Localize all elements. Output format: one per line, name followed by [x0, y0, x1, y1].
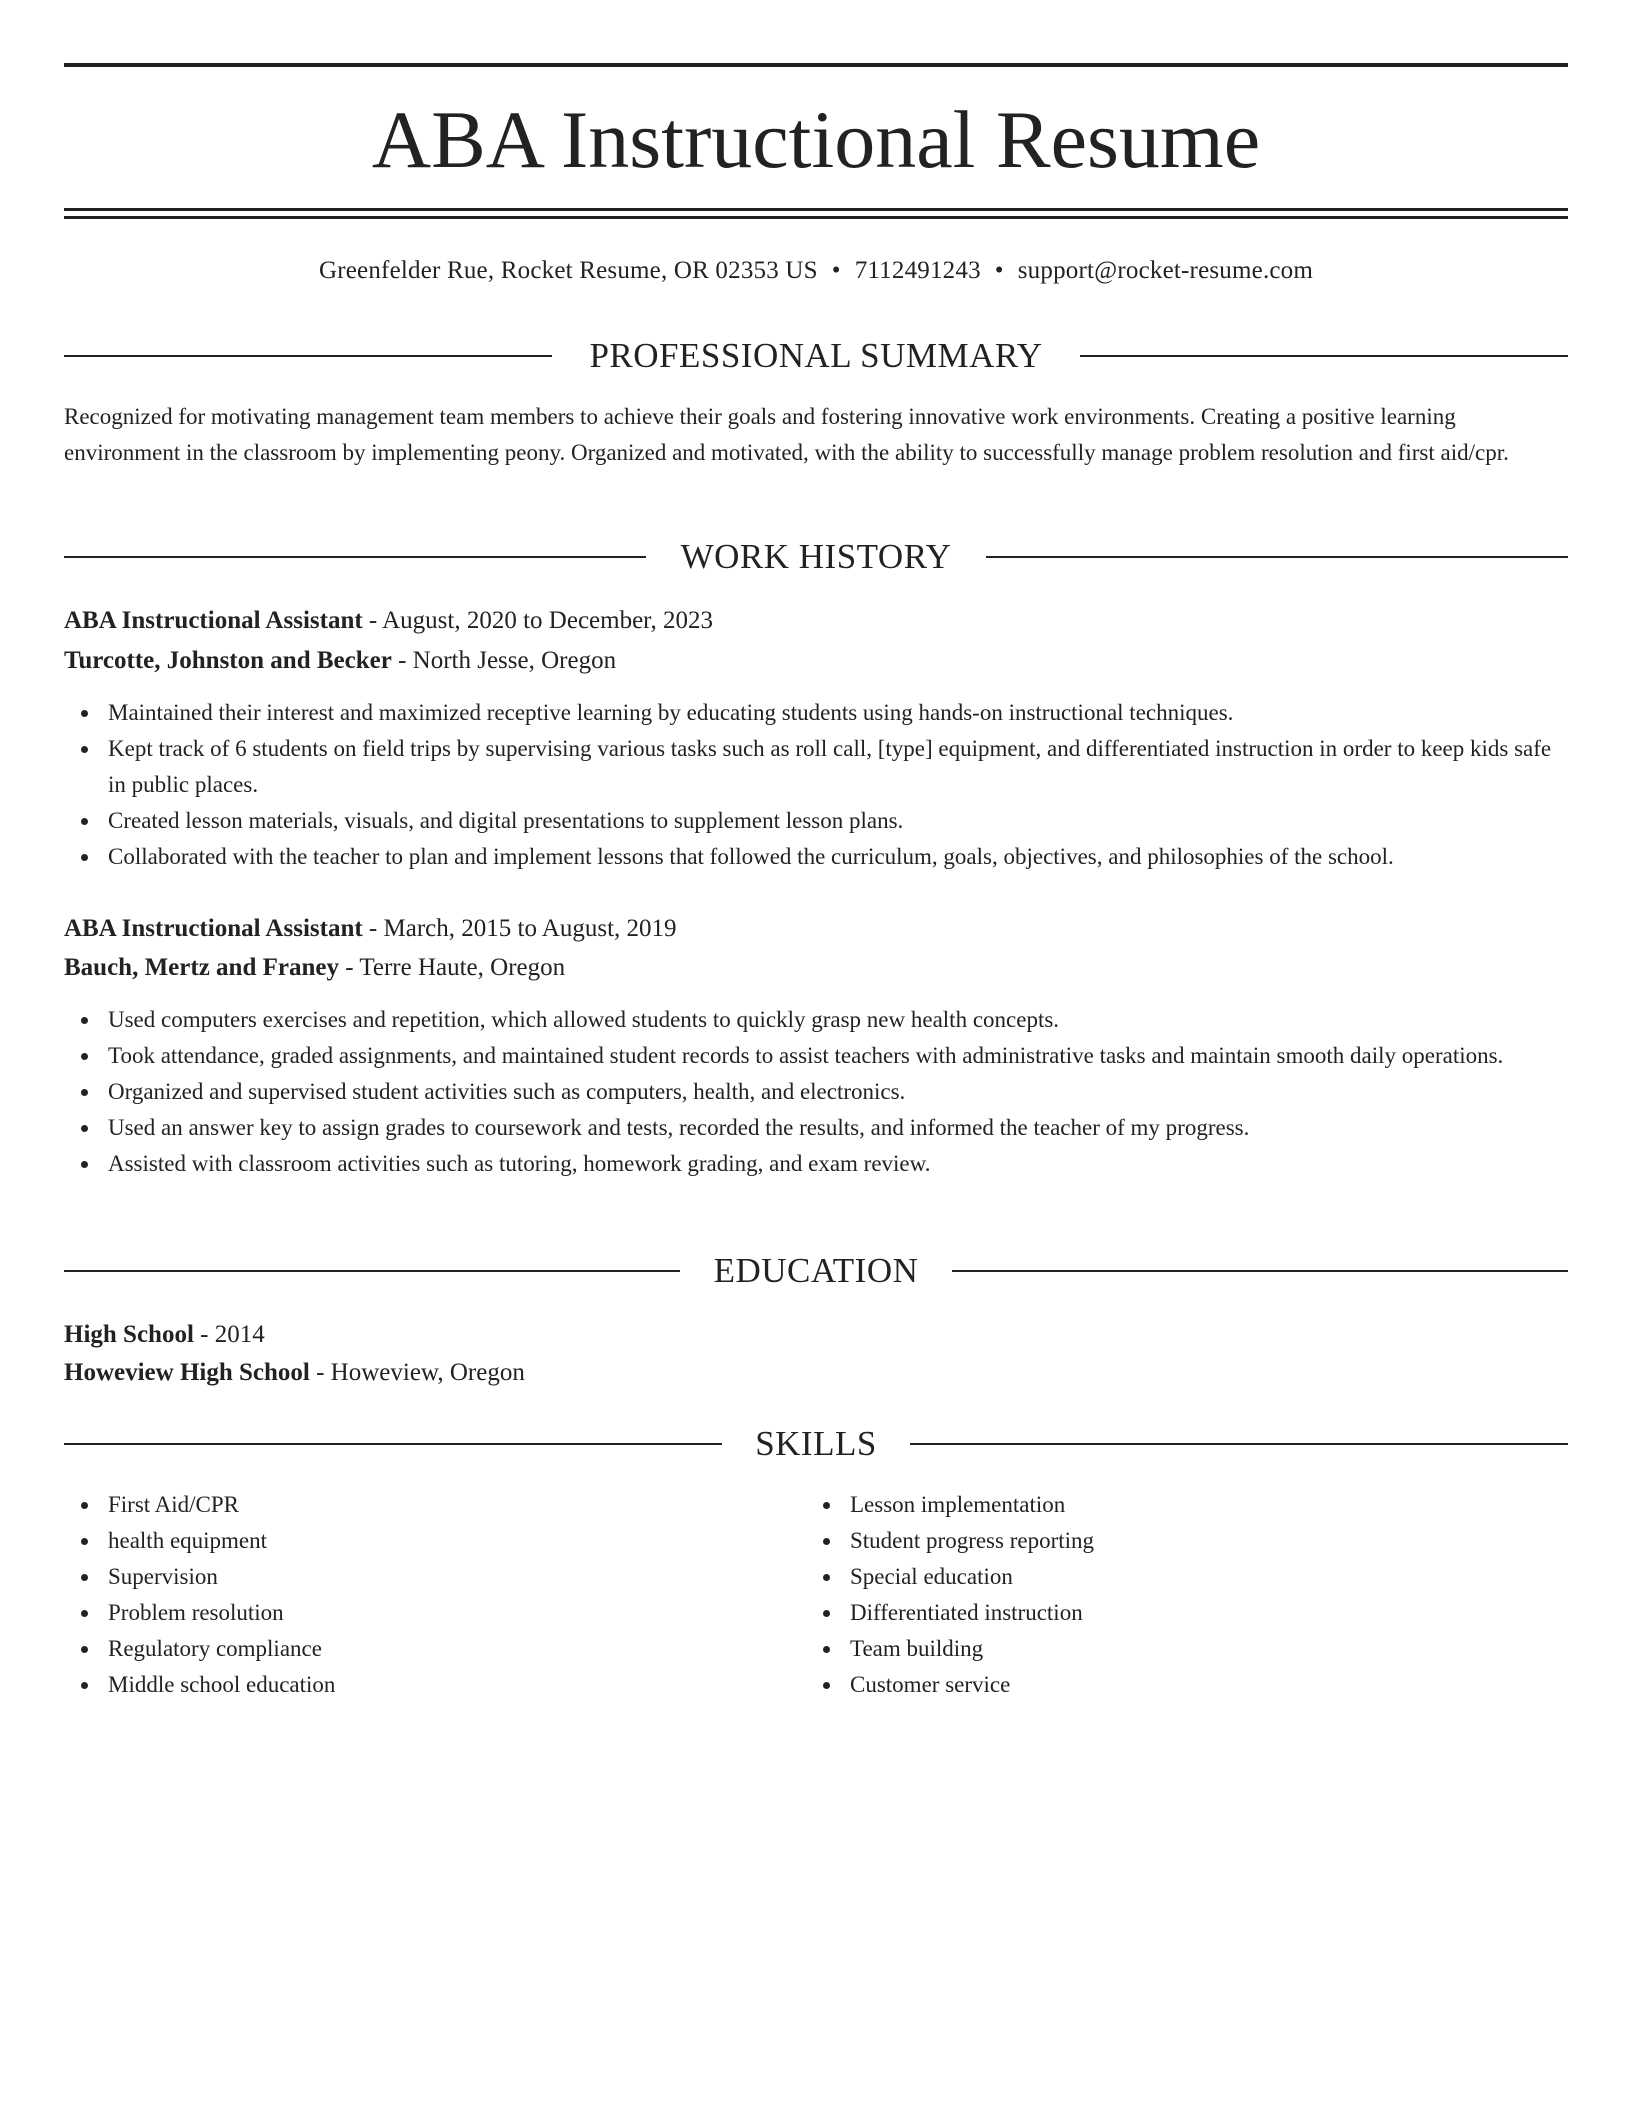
job-company: Bauch, Mertz and Franey [64, 954, 339, 981]
job-bullets [64, 695, 1568, 875]
job-title-line [64, 603, 1568, 639]
section-heading-skills [64, 1422, 1568, 1466]
job-company-line [64, 950, 1568, 986]
job-title-line [64, 911, 1568, 947]
skill-item: First Aid/CPR [64, 1487, 804, 1523]
skill-item: Regulatory compliance [64, 1631, 804, 1667]
job-dates: - August, 2020 to December, 2023 [362, 607, 714, 634]
list-item: Organized and supervised student activities such as computers, health, and electronics. [64, 1074, 1568, 1110]
education-degree-line [64, 1317, 1568, 1353]
list-item: Maintained their interest and maximized receptive learning by educating students using hands-on instructional techniques. [64, 695, 1568, 731]
list-item: Assisted with classroom activities such as tutoring, homework grading, and exam review. [64, 1146, 1568, 1182]
skills-heading: SKILLS [725, 1424, 907, 1463]
section-heading-summary [64, 334, 1568, 378]
education-heading: EDUCATION [684, 1251, 949, 1290]
education-location: - Howeview, Oregon [309, 1359, 525, 1386]
job-location: - Terre Haute, Oregon [338, 954, 566, 981]
title-rule-upper [64, 208, 1568, 211]
section-heading-work [64, 535, 1568, 579]
skill-item: Lesson implementation [806, 1487, 1568, 1523]
work-heading: WORK HISTORY [651, 537, 982, 576]
skill-item: Customer service [806, 1667, 1568, 1703]
skill-item: Differentiated instruction [806, 1595, 1568, 1631]
contact-email: support@rocket-resume.com [1017, 257, 1314, 284]
skill-item: health equipment [64, 1523, 804, 1559]
education-degree: High School [64, 1321, 194, 1348]
job-title: ABA Instructional Assistant [64, 607, 363, 634]
skills-list-left [64, 1487, 804, 1703]
job-company-line [64, 643, 1568, 679]
section-heading-education [64, 1249, 1568, 1293]
skill-item: Supervision [64, 1559, 804, 1595]
job-title: ABA Instructional Assistant [64, 915, 363, 942]
job-bullets [64, 1002, 1568, 1182]
list-item: Collaborated with the teacher to plan and implement lessons that followed the curriculum, goals, objectives, and philosophies of the school. [64, 839, 1568, 875]
list-item: Took attendance, graded assignments, and maintained student records to assist teachers with administrative tasks and maintain smooth daily operations. [64, 1038, 1568, 1074]
bullet-separator: • [994, 257, 1004, 284]
job-dates: - March, 2015 to August, 2019 [362, 915, 677, 942]
job-company: Turcotte, Johnston and Becker [64, 647, 392, 674]
skill-item: Middle school education [64, 1667, 804, 1703]
title-rule-lower [64, 216, 1568, 219]
list-item: Used computers exercises and repetition, which allowed students to quickly grasp new health concepts. [64, 1002, 1568, 1038]
job-location: - North Jesse, Oregon [391, 647, 617, 674]
list-item: Used an answer key to assign grades to coursework and tests, recorded the results, and informed the teacher of my progress. [64, 1110, 1568, 1146]
list-item: Created lesson materials, visuals, and digital presentations to supplement lesson plans. [64, 803, 1568, 839]
skill-item: Team building [806, 1631, 1568, 1667]
skill-item: Problem resolution [64, 1595, 804, 1631]
education-school-line [64, 1355, 1568, 1391]
list-item: Kept track of 6 students on field trips by supervising various tasks such as roll call, [type] equipment, and differentiated instruction in order to keep kids safe in public places. [64, 731, 1568, 803]
resume-title: ABA Instructional Resume [371, 94, 1261, 185]
summary-heading: PROFESSIONAL SUMMARY [559, 336, 1072, 375]
education-year: - 2014 [193, 1321, 265, 1348]
bullet-separator: • [831, 257, 841, 284]
skill-item: Student progress reporting [806, 1523, 1568, 1559]
skills-list-right [806, 1487, 1568, 1703]
contact-address: Greenfelder Rue, Rocket Resume, OR 02353 US [318, 257, 818, 284]
education-school: Howeview High School [64, 1359, 310, 1386]
skill-item: Special education [806, 1559, 1568, 1595]
contact-line [64, 254, 1568, 288]
top-rule [64, 63, 1568, 67]
summary-text: Recognized for motivating management team members to achieve their goals and fostering innovative work environments. Creating a positive learning environment in the classroom by implementing peony. Organized and motivated, with the ability to successfully manage problem resolution and first aid/cpr. [64, 404, 1509, 465]
contact-phone: 7112491243 [854, 257, 981, 284]
